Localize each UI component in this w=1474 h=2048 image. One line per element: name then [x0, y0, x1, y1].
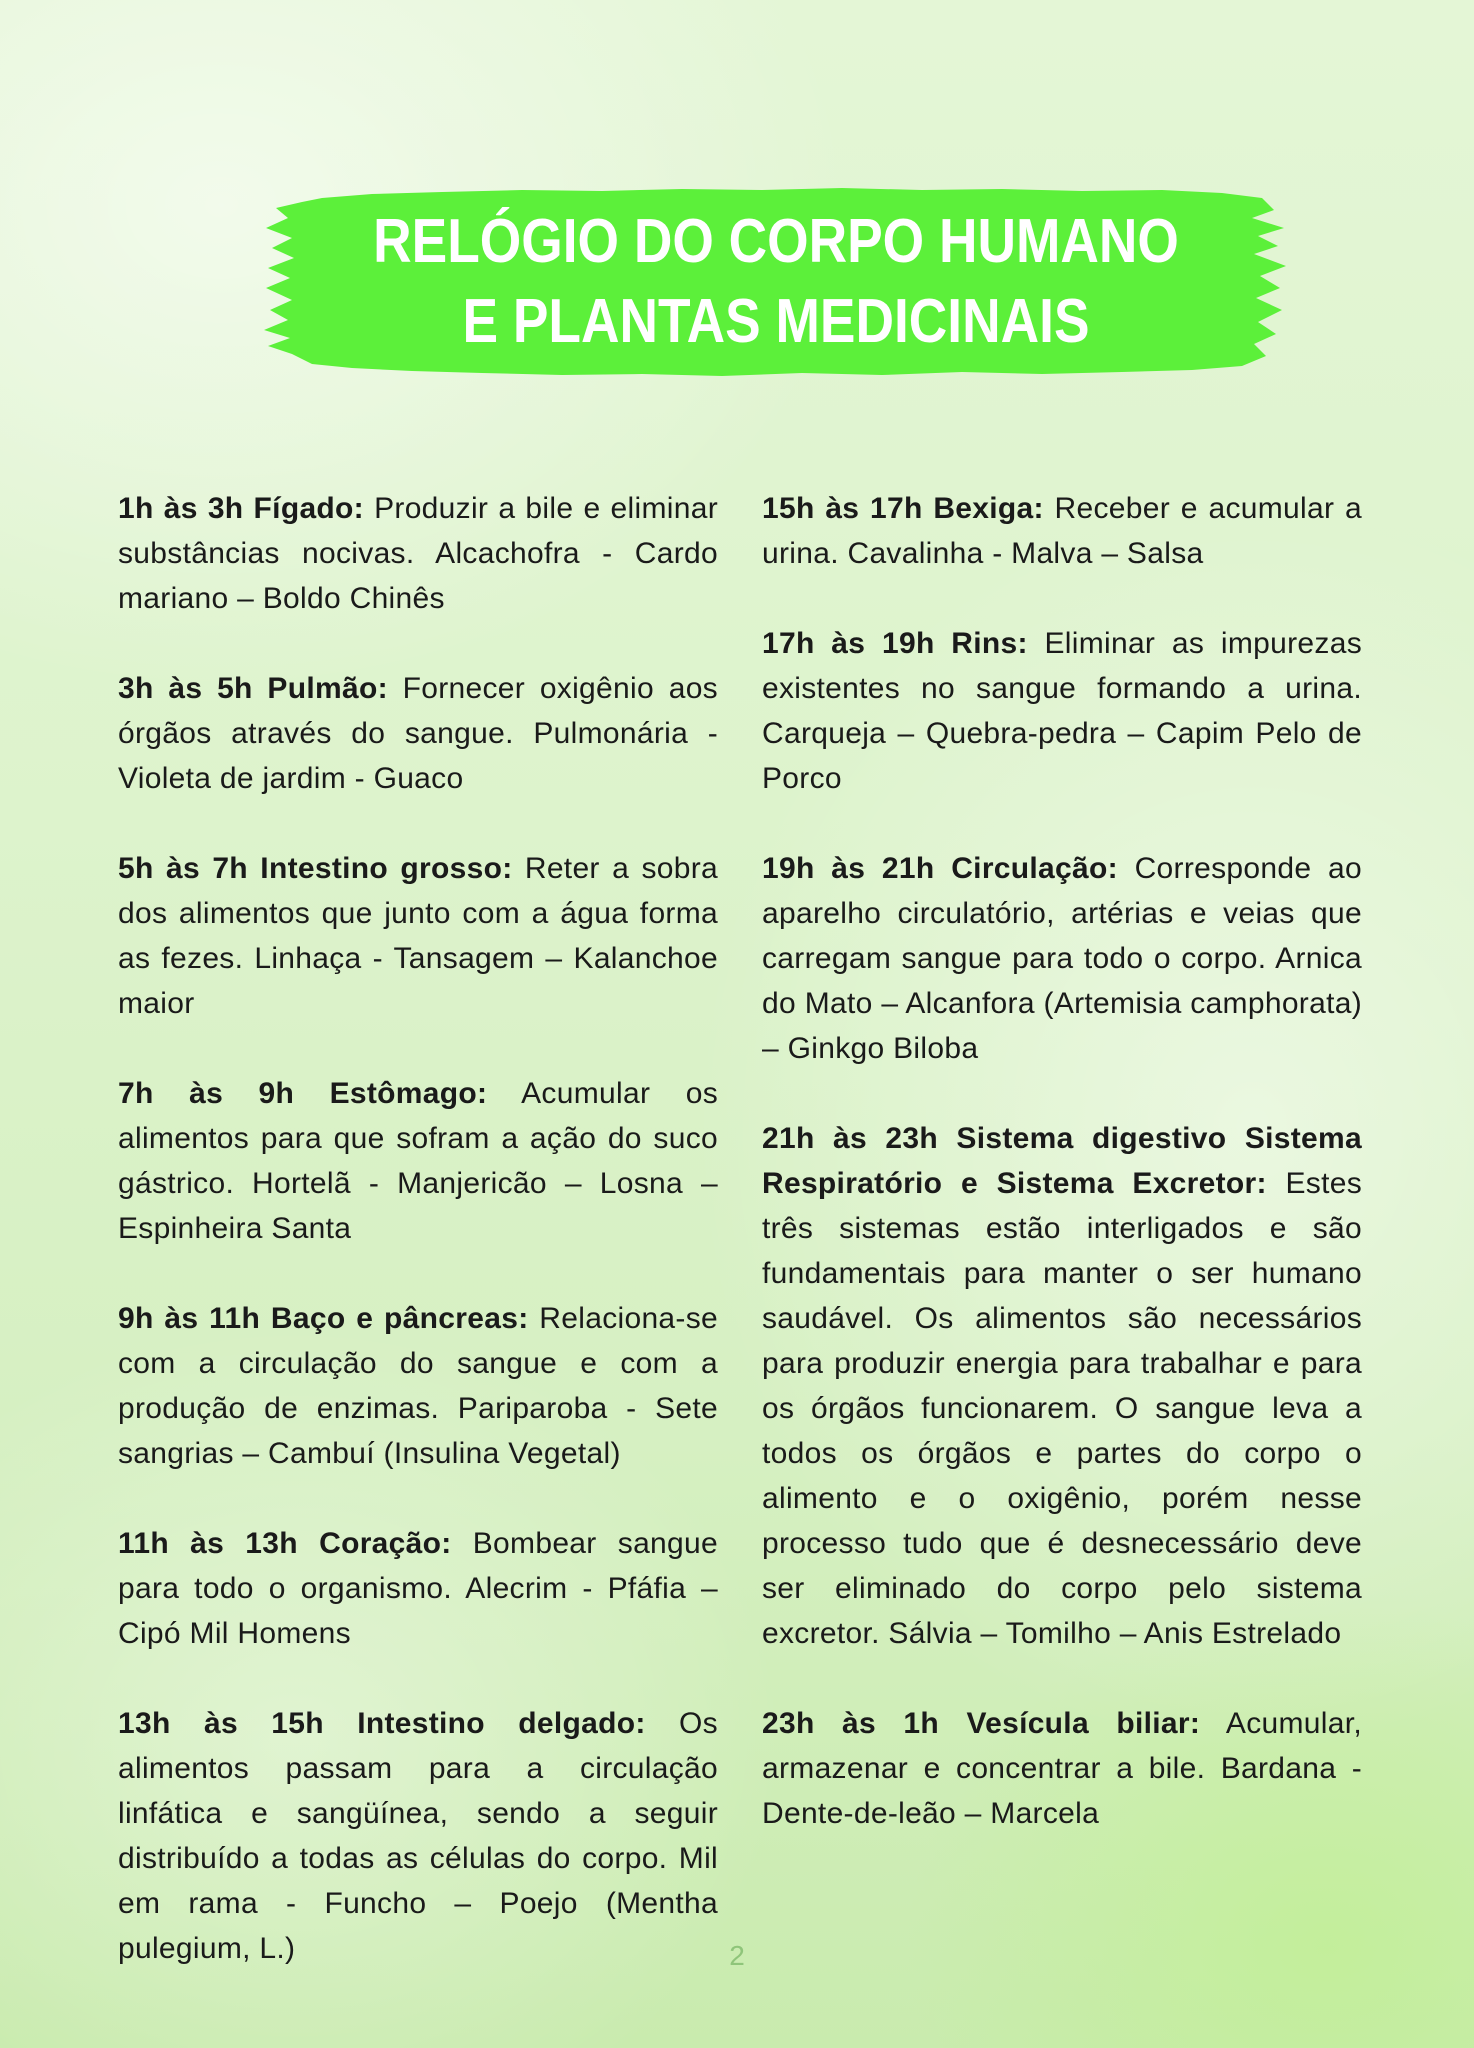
entry-text: Receber e acumular a urina. Cavalinha - Malva – Salsa: [762, 492, 1362, 570]
entry-figado: [118, 486, 718, 621]
entry-heading: 3h às 5h Pulmão:: [118, 672, 388, 705]
entry-heading: 21h às 23h Sistema digestivo Sistema Respiratório e Sistema Excretor:: [762, 1122, 1362, 1200]
entry-heading: 5h às 7h Intestino grosso:: [118, 852, 513, 885]
entry-text: Produzir a bile e eliminar substâncias nocivas. Alcachofra - Cardo mariano – Boldo Chinês: [118, 492, 718, 615]
entry-estomago: [118, 1071, 718, 1251]
entry-heading: 1h às 3h Fígado:: [118, 492, 364, 525]
entry-heading: 15h às 17h Bexiga:: [762, 492, 1044, 525]
entry-text: Acumular os alimentos para que sofram a ação do suco gástrico. Hortelã - Manjericão – Losna – Espinheira Santa: [118, 1077, 718, 1245]
entry-text: Bombear sangue para todo o organismo. Alecrim - Pfáfia – Cipó Mil Homens: [118, 1527, 718, 1650]
entry-vesicula-biliar: [762, 1701, 1362, 1836]
entry-heading: 7h às 9h Estômago:: [118, 1077, 488, 1110]
entry-heading: 11h às 13h Coração:: [118, 1527, 452, 1560]
entry-baco-pancreas: [118, 1296, 718, 1476]
title-banner: [262, 184, 1290, 380]
entry-text: Reter a sobra dos alimentos que junto com a água forma as fezes. Linhaça - Tansagem – Kalanchoe maior: [118, 852, 718, 1020]
entry-heading: 13h às 15h Intestino delgado:: [118, 1707, 646, 1740]
entry-text: Estes três sistemas estão interligados e são fundamentais para manter o ser humano saudável. Os alimentos são necessários para produzir energia para trabalhar e para os órgãos funcionarem. O sangue leva a todos os órgãos e partes do corpo o alimento e o oxigênio, porém nesse processo tudo que é desnecessário deve ser eliminado do corpo pelo sistema excretor. Sálvia – Tomilho – Anis Estrelado: [762, 1167, 1362, 1650]
entry-heading: 19h às 21h Circulação:: [762, 852, 1118, 885]
entry-text: Os alimentos passam para a circulação linfática e sangüínea, sendo a seguir distribuído a todas as células do corpo. Mil em rama - Funcho – Poejo (Mentha pulegium, L.): [118, 1707, 718, 1965]
entry-intestino-grosso: [118, 846, 718, 1026]
entry-heading: 17h às 19h Rins:: [762, 627, 1028, 660]
title-line-1: RELÓGIO DO CORPO HUMANO: [373, 207, 1179, 276]
entry-text: Acumular, armazenar e concentrar a bile. Bardana - Dente-de-leão – Marcela: [762, 1707, 1362, 1830]
entry-sistemas: [762, 1116, 1362, 1656]
entry-pulmao: [118, 666, 718, 801]
entry-circulacao: [762, 846, 1362, 1071]
title-line-2: E PLANTAS MEDICINAIS: [462, 287, 1090, 356]
left-column: [118, 486, 718, 1971]
page-number: 2: [729, 1940, 745, 1971]
entry-text: Corresponde ao aparelho circulatório, artérias e veias que carregam sangue para todo o corpo. Arnica do Mato – Alcanfora (Artemisia camphorata) – Ginkgo Biloba: [762, 852, 1362, 1065]
entry-heading: 23h às 1h Vesícula biliar:: [762, 1707, 1201, 1740]
page-title: [334, 184, 1218, 380]
right-column: [762, 486, 1362, 1836]
entry-heading: 9h às 11h Baço e pâncreas:: [118, 1302, 529, 1335]
entry-bexiga: [762, 486, 1362, 576]
entry-rins: [762, 621, 1362, 801]
entry-text: Relaciona-se com a circulação do sangue e com a produção de enzimas. Pariparoba - Sete sangrias – Cambuí (Insulina Vegetal): [118, 1302, 718, 1470]
entry-intestino-delgado: [118, 1701, 718, 1971]
entry-text: Eliminar as impurezas existentes no sangue formando a urina. Carqueja – Quebra-pedra – Capim Pelo de Porco: [762, 627, 1362, 795]
entry-coracao: [118, 1521, 718, 1656]
entry-text: Fornecer oxigênio aos órgãos através do sangue. Pulmonária - Violeta de jardim - Guaco: [118, 672, 718, 795]
